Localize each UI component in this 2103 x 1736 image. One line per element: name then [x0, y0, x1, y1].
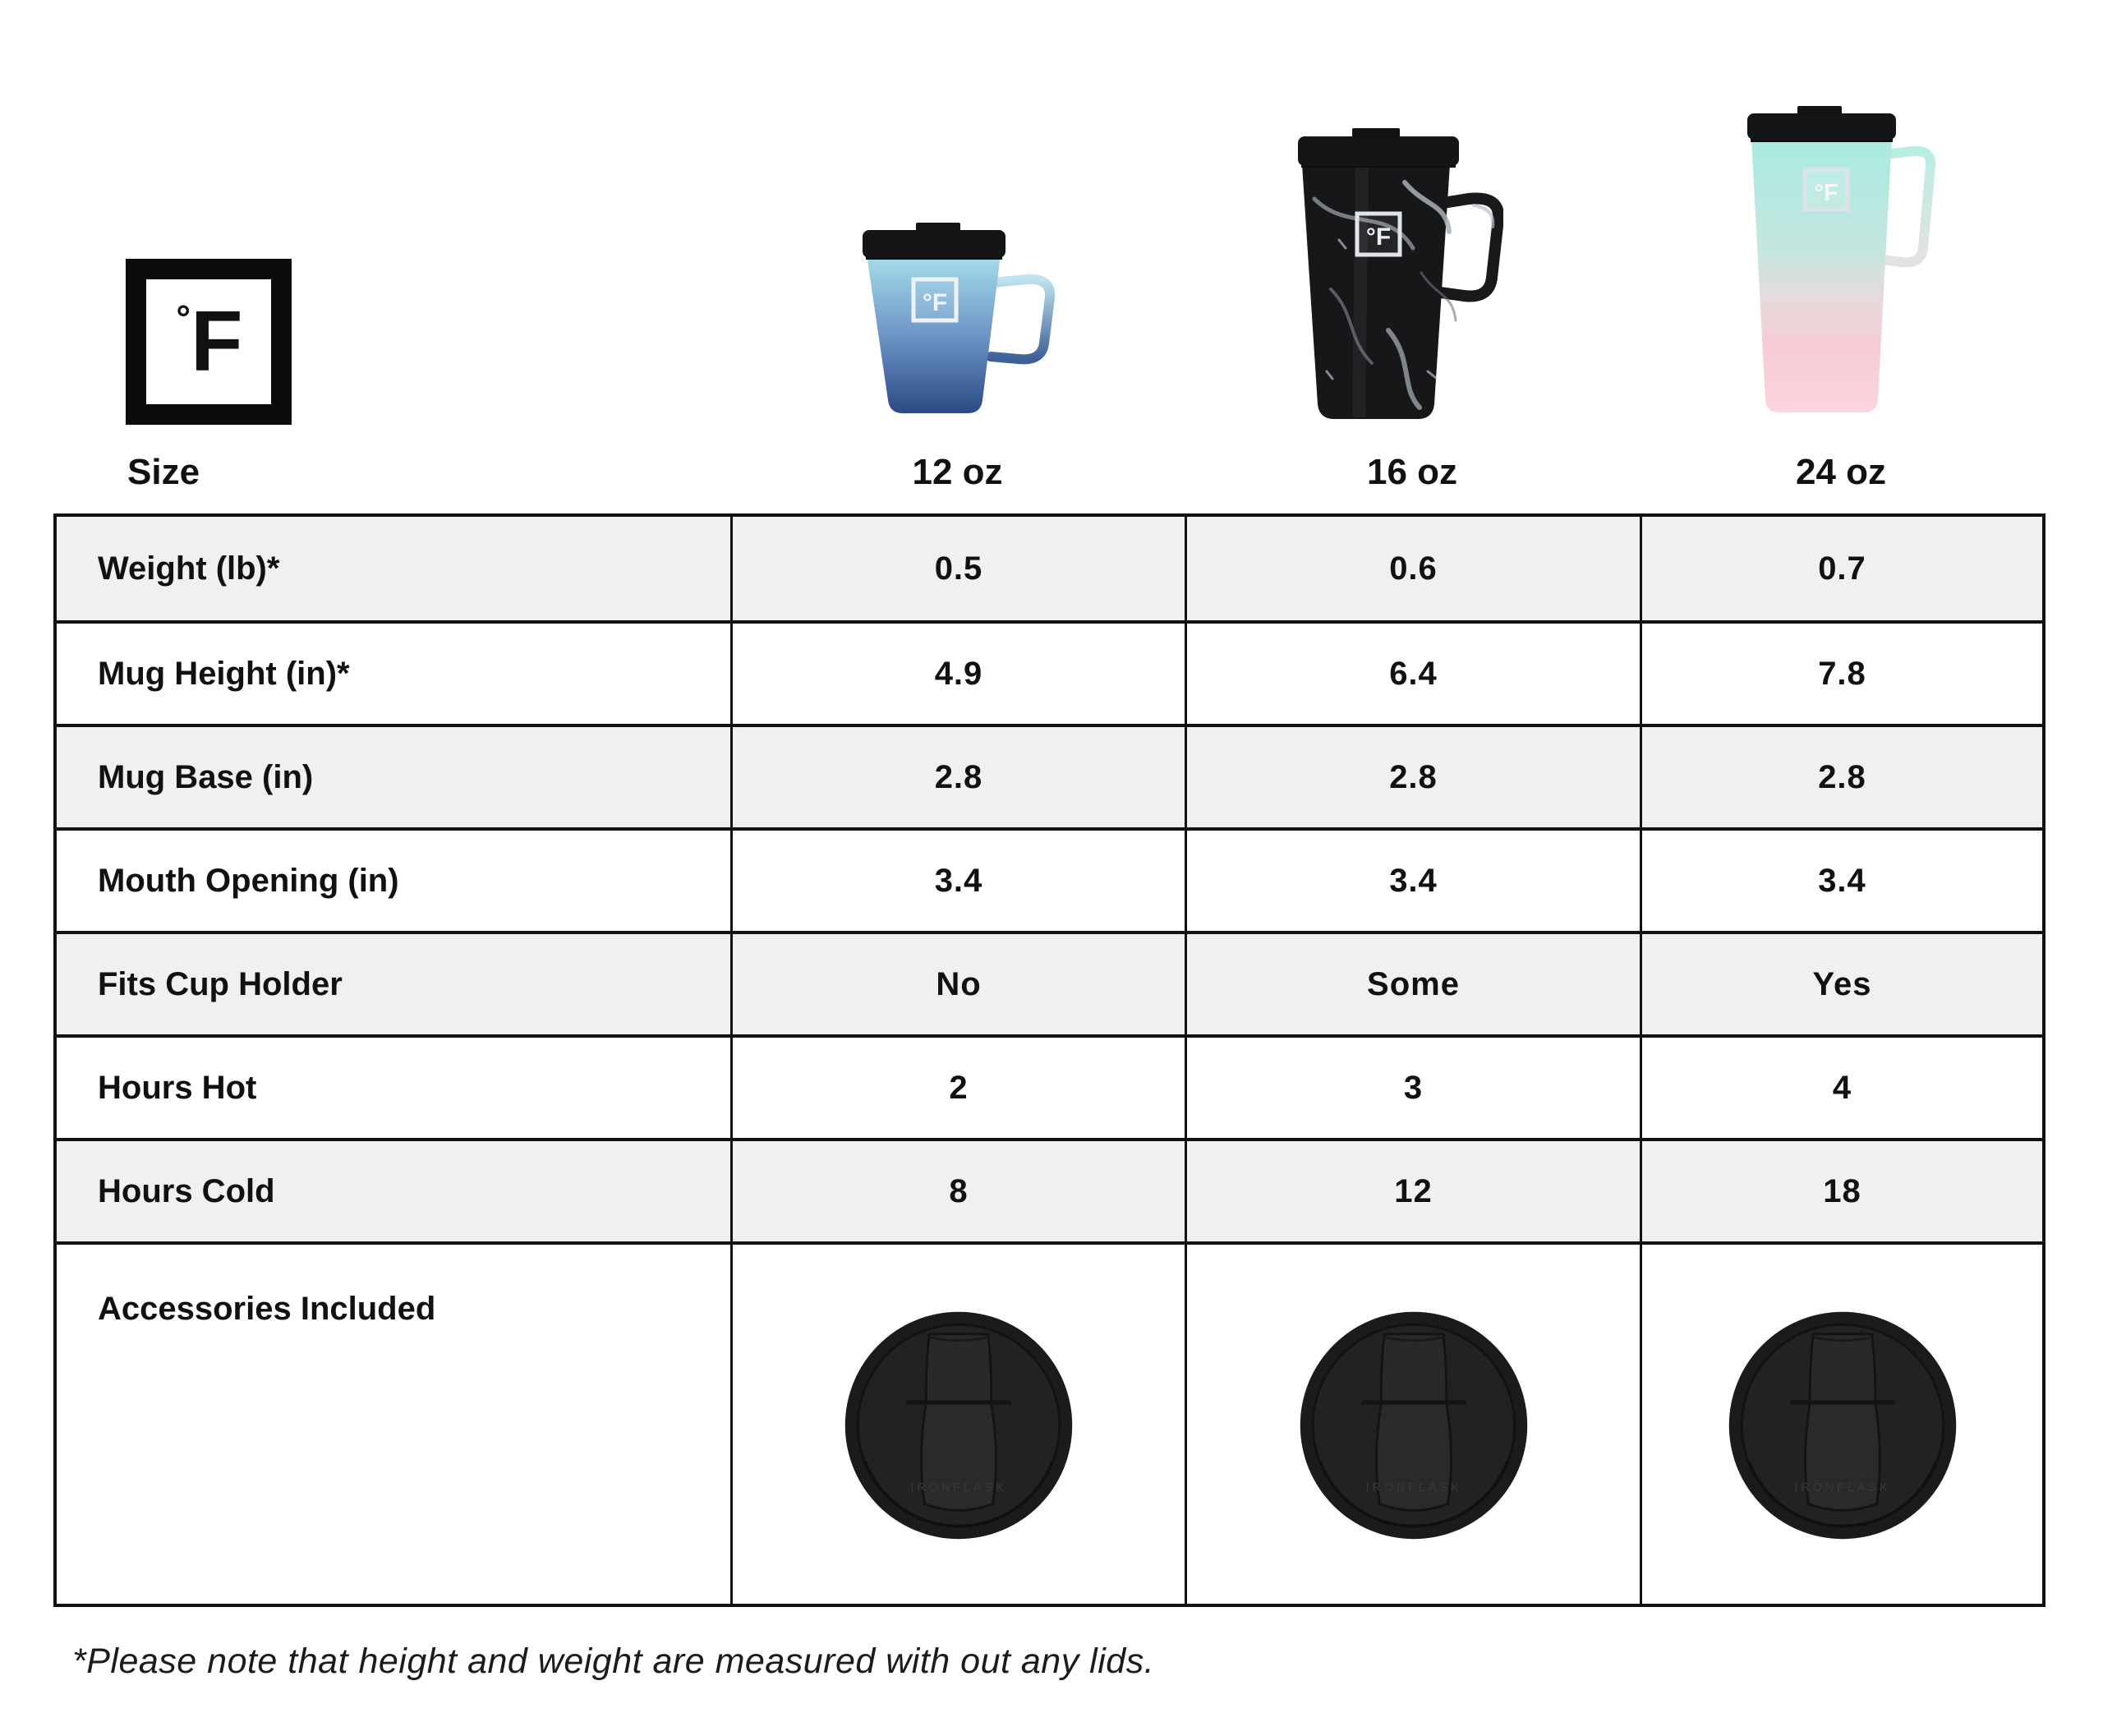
- spec-cell-weight-24oz: 0.7: [1640, 517, 2042, 620]
- lid-embossed-text: IRONFLASK: [1794, 1480, 1890, 1494]
- footnote: *Please note that height and weight are measured with out any lids.: [72, 1642, 1155, 1681]
- spec-cell-base-16oz: 2.8: [1185, 724, 1640, 827]
- spec-cell-mouth-12oz: 3.4: [730, 827, 1185, 931]
- logo-degree-symbol: °: [176, 298, 191, 338]
- spec-table: [53, 513, 2045, 1607]
- spec-row-label: Fits Cup Holder: [57, 931, 730, 1034]
- mug-24oz-image: [1743, 104, 1936, 420]
- spec-cell-height-16oz: 6.4: [1185, 620, 1640, 724]
- spec-cell-cupholder-12oz: No: [730, 931, 1185, 1034]
- spec-cell-weight-12oz: 0.5: [730, 517, 1185, 620]
- spec-cell-cupholder-16oz: Some: [1185, 931, 1640, 1034]
- mug-12oz-logo-mark: °F: [922, 289, 948, 316]
- spec-row-label: Accessories Included: [57, 1241, 730, 1604]
- spec-cell-hourshot-12oz: 2: [730, 1034, 1185, 1138]
- spec-cell-mouth-16oz: 3.4: [1185, 827, 1640, 931]
- accessory-cell-16oz: [1185, 1241, 1640, 1604]
- accessory-cell-24oz: [1640, 1241, 2042, 1604]
- spec-row-label: Mouth Opening (in): [57, 827, 730, 931]
- mug-12oz-image: [853, 219, 1058, 424]
- flip-lid-image: [1723, 1305, 1962, 1544]
- column-header-16oz: 16 oz: [1366, 452, 1458, 492]
- spec-cell-cupholder-24oz: Yes: [1640, 931, 2042, 1034]
- mug-16oz-image: [1290, 125, 1503, 429]
- spec-cell-weight-16oz: 0.6: [1185, 517, 1640, 620]
- spec-cell-base-12oz: 2.8: [730, 724, 1185, 827]
- lid-embossed-text: IRONFLASK: [910, 1480, 1007, 1494]
- mug-16oz-logo-mark: °F: [1365, 223, 1392, 251]
- brand-logo: [126, 259, 292, 425]
- flip-lid-image: [1295, 1305, 1533, 1544]
- spec-cell-height-12oz: 4.9: [730, 620, 1185, 724]
- lid-embossed-text: IRONFLASK: [1365, 1480, 1461, 1494]
- spec-cell-hourscold-24oz: 18: [1640, 1138, 2042, 1241]
- accessory-cell-12oz: [730, 1241, 1185, 1604]
- spec-cell-height-24oz: 7.8: [1640, 620, 2042, 724]
- spec-cell-hourshot-24oz: 4: [1640, 1034, 2042, 1138]
- spec-row-label: Mug Base (in): [57, 724, 730, 827]
- spec-cell-mouth-24oz: 3.4: [1640, 827, 2042, 931]
- spec-cell-hourshot-16oz: 3: [1185, 1034, 1640, 1138]
- spec-cell-hourscold-12oz: 8: [730, 1138, 1185, 1241]
- mug-24oz-logo-mark: °F: [1814, 180, 1838, 206]
- spec-row-label: Mug Height (in)*: [57, 620, 730, 724]
- spec-row-label: Hours Hot: [57, 1034, 730, 1138]
- column-header-24oz: 24 oz: [1795, 452, 1887, 492]
- column-header-12oz: 12 oz: [912, 452, 1003, 492]
- spec-row-label: Weight (lb)*: [57, 517, 730, 620]
- spec-cell-hourscold-16oz: 12: [1185, 1138, 1640, 1241]
- size-header-label: Size: [127, 452, 200, 492]
- logo-letter: F: [191, 294, 242, 389]
- spec-cell-base-24oz: 2.8: [1640, 724, 2042, 827]
- flip-lid-image: [840, 1305, 1078, 1544]
- spec-row-label: Hours Cold: [57, 1138, 730, 1241]
